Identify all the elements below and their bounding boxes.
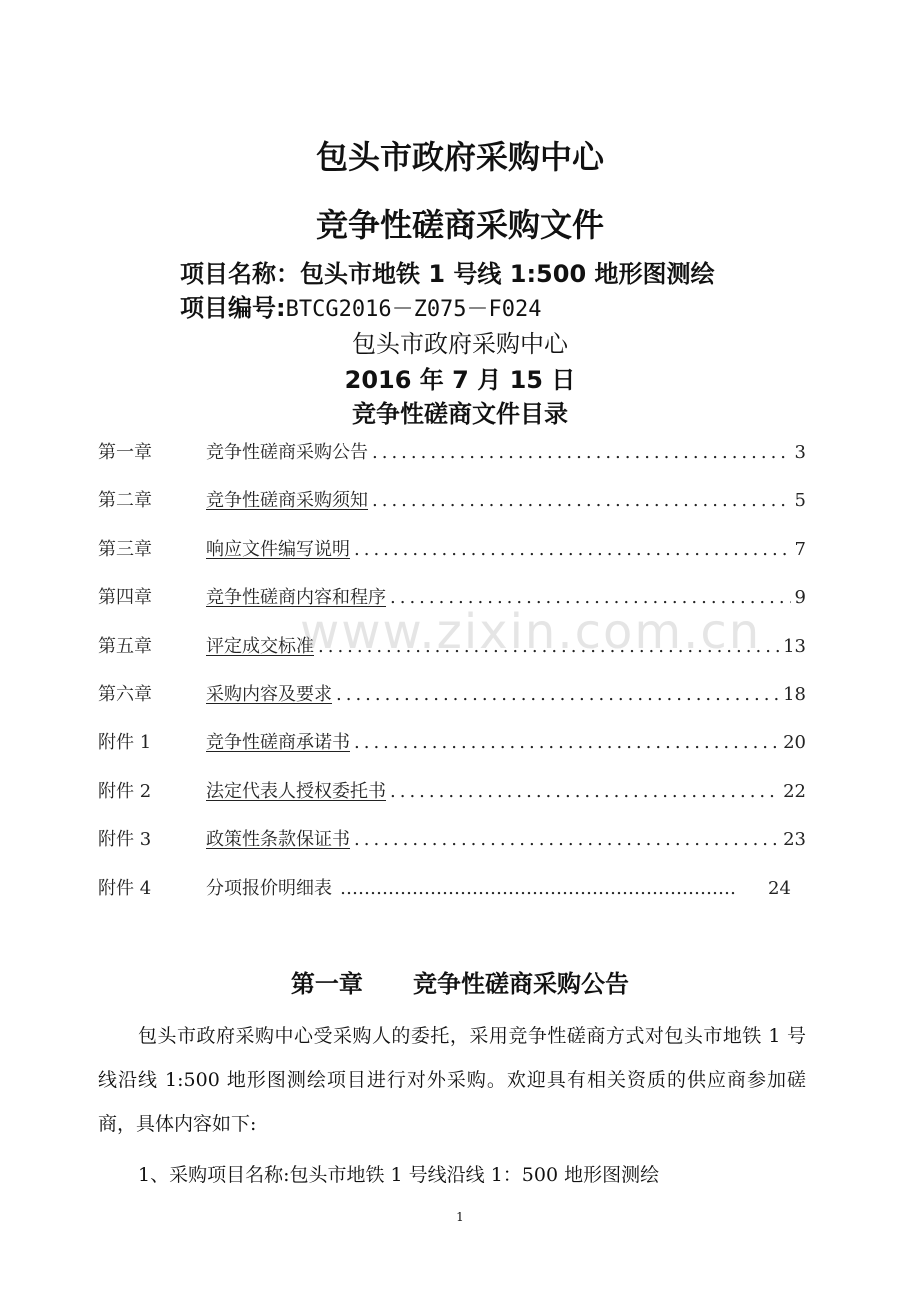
toc-entry-title: 采购内容及要求 — [206, 683, 332, 705]
toc-leader-dots — [354, 539, 791, 560]
toc-entry-link — [98, 874, 332, 900]
toc-entry — [98, 874, 806, 922]
toc-entry[interactable] — [98, 825, 806, 873]
org-title: 包头市政府采购中心 — [315, 138, 604, 176]
toc-leader-dots — [354, 732, 779, 753]
toc-entry-number: 第六章 — [98, 683, 152, 705]
toc-entry-link[interactable] — [98, 825, 350, 851]
toc-entry-link[interactable] — [98, 486, 368, 512]
toc-entry-title: 政策性条款保证书 — [206, 829, 350, 851]
toc-entry-page: 9 — [794, 587, 806, 609]
toc-entry-number: 第二章 — [98, 490, 152, 512]
toc-entry-link[interactable] — [98, 632, 314, 658]
toc-entry-link[interactable] — [98, 680, 332, 706]
toc-entry-number: 附件 2 — [98, 780, 152, 802]
project-name-value: 包头市地铁 1 号线 1:500 地形图测绘 — [300, 260, 715, 288]
toc-entry-title: 竞争性磋商内容和程序 — [206, 587, 386, 609]
toc-entry-number: 第五章 — [98, 635, 152, 657]
page-number: 1 — [456, 1210, 464, 1224]
toc-entry-title: 分项报价明细表 — [206, 877, 332, 899]
project-code — [180, 288, 542, 323]
toc-entry-page: 3 — [794, 442, 806, 463]
list-item: 1、采购项目名称:包头市地铁 1 号线沿线 1：500 地形图测绘 — [138, 1164, 660, 1186]
toc-entry[interactable] — [98, 728, 806, 776]
toc-entry-page: 23 — [783, 829, 806, 851]
toc-entry-title: 竞争性磋商采购须知 — [206, 490, 368, 512]
toc-entry — [98, 438, 806, 486]
toc-title: 竞争性磋商文件目录 — [352, 400, 568, 428]
toc-entry[interactable] — [98, 486, 806, 534]
toc-leader-dots — [372, 442, 791, 463]
toc-entry-link[interactable] — [98, 583, 386, 609]
toc-entry-number: 第三章 — [98, 538, 152, 560]
toc-entry[interactable] — [98, 777, 806, 825]
toc-leader-dots — [354, 829, 779, 850]
doc-title: 竞争性磋商采购文件 — [315, 206, 604, 244]
intro-paragraph: 包头市政府采购中心受采购人的委托，采用竞争性磋商方式对包头市地铁 1 号线沿线 1:500 地形图测绘项目进行对外采购。欢迎具有相关资质的供应商参加磋商，具体内容如下: — [98, 1025, 806, 1135]
toc-entry-number: 第一章 — [98, 442, 152, 463]
toc-leader-dots — [390, 587, 791, 608]
toc-entry-title: 响应文件编写说明 — [206, 538, 350, 560]
toc-entry-page: 22 — [783, 780, 806, 802]
toc-leader-dots — [340, 878, 750, 899]
toc-entry-number: 附件 1 — [98, 732, 152, 754]
toc-entry[interactable] — [98, 680, 806, 728]
watermark: www.zixin.com.cn — [300, 604, 762, 660]
toc-entry[interactable] — [98, 583, 806, 631]
toc-leader-dots — [372, 490, 791, 511]
toc-entry-link[interactable] — [98, 535, 350, 561]
toc-leader-dots — [336, 684, 779, 705]
toc-entry-page: 5 — [794, 490, 806, 512]
toc-entry-number: 附件 3 — [98, 829, 152, 851]
toc-entry-title: 竞争性磋商承诺书 — [206, 732, 350, 754]
project-code-label: 项目编号: — [180, 294, 286, 322]
toc-entry-page: 18 — [783, 683, 806, 705]
toc-entry-page: 20 — [783, 732, 806, 754]
chapter-heading: 第一章 竞争性磋商采购公告 — [290, 970, 630, 998]
toc-entry-link[interactable] — [98, 728, 350, 754]
toc-entry-link — [98, 438, 368, 464]
project-code-value: BTCG2016－Z075－F024 — [285, 297, 542, 322]
issuer: 包头市政府采购中心 — [352, 330, 568, 358]
toc-entry-number: 附件 4 — [98, 877, 152, 899]
project-name-label: 项目名称： — [180, 260, 300, 288]
toc-entry-link[interactable] — [98, 777, 386, 803]
toc-entry-page: 13 — [783, 635, 806, 657]
table-of-contents — [98, 438, 806, 922]
toc-entry-title: 法定代表人授权委托书 — [206, 780, 386, 802]
toc-entry-page: 7 — [794, 538, 806, 560]
project-name — [180, 254, 715, 289]
toc-entry-title: 评定成交标准 — [206, 635, 314, 657]
toc-entry-number: 第四章 — [98, 587, 152, 609]
toc-leader-dots — [390, 781, 779, 802]
issue-date: 2016 年 7 月 15 日 — [344, 366, 576, 394]
toc-entry[interactable] — [98, 535, 806, 583]
toc-leader-dots — [318, 636, 779, 657]
toc-entry[interactable] — [98, 632, 806, 680]
toc-entry-title: 竞争性磋商采购公告 — [206, 442, 368, 463]
toc-entry-page: 24 — [768, 877, 791, 899]
